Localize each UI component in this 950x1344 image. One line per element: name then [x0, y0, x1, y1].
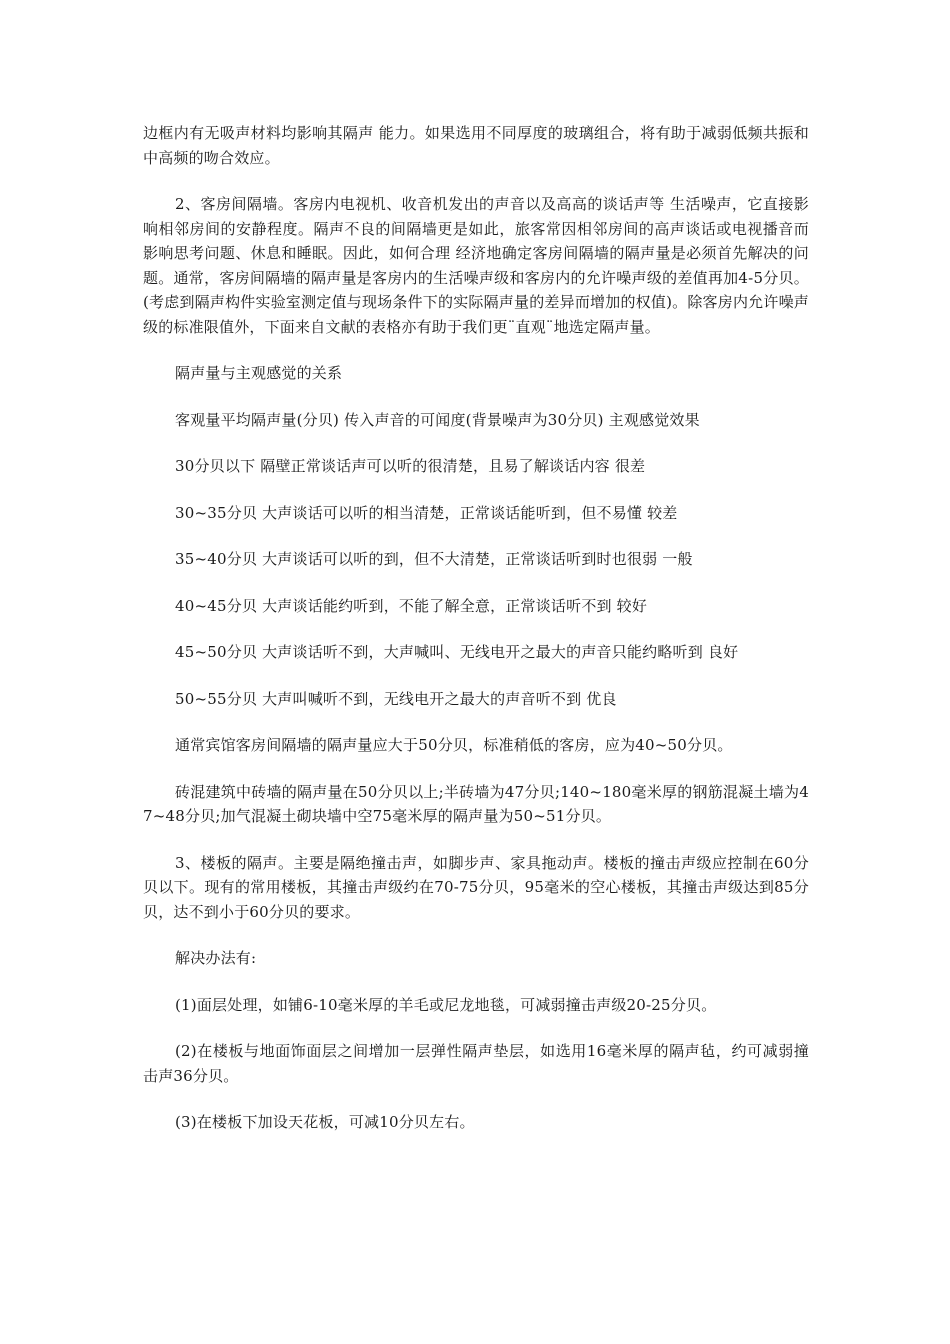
table-header-row: 客观量平均隔声量(分贝) 传入声音的可闻度(背景噪声为30分贝) 主观感觉效果: [175, 410, 700, 429]
solutions-heading: 解决办法有:: [175, 949, 257, 967]
table-title: 隔声量与主观感觉的关系: [175, 364, 343, 382]
paragraph-brick-wall: 砖混建筑中砖墙的隔声量在50分贝以上;半砖墙为47分贝;140~180毫米厚的钢筋混凝土墙为47~48分贝;加气混凝土砌块墙中空75毫米厚的隔声量为50~51分贝。: [143, 782, 809, 825]
table-row: 50~55分贝 大声叫喊听不到，无线电开之最大的声音听不到 优良: [175, 689, 617, 708]
table-row: 35~40分贝 大声谈话可以听的到，但不大清楚，正常谈话听到时也很弱 一般: [175, 550, 693, 568]
paragraph-floor-insulation: 3、楼板的隔声。主要是隔绝撞击声，如脚步声、家具拖动声。楼板的撞击声级应控制在60分贝以下。现有的常用楼板，其撞击声级约在70-75分贝，95毫米的空心楼板，其撞击声级达到85分贝，达不到小于60分贝的要求。: [143, 853, 809, 921]
solution-item: (2)在楼板与地面饰面层之间增加一层弹性隔声垫层，如选用16毫米厚的隔声毡，约可减弱撞击声36分贝。: [143, 1042, 809, 1085]
solution-item: (1)面层处理，如铺6-10毫米厚的羊毛或尼龙地毯，可减弱撞击声级20-25分贝。: [175, 995, 717, 1014]
paragraph-hotel-standard: 通常宾馆客房间隔墙的隔声量应大于50分贝，标准稍低的客房，应为40~50分贝。: [175, 736, 733, 754]
table-row: 45~50分贝 大声谈话听不到，大声喊叫、无线电开之最大的声音只能约略听到 良好: [175, 643, 739, 661]
paragraph-glass-frame: 边框内有无吸声材料均影响其隔声 能力。如果选用不同厚度的玻璃组合，将有助于减弱低频共振和中高频的吻合效应。: [143, 124, 809, 167]
document-page: [143, 121, 809, 1135]
solution-item: (3)在楼板下加设天花板，可减10分贝左右。: [175, 1113, 475, 1131]
paragraph-partition-wall: 2、客房间隔墙。客房内电视机、收音机发出的声音以及高高的谈话声等 生活噪声，它直接影响相邻房间的安静程度。隔声不良的间隔墙更是如此，旅客常因相邻房间的高声谈话或电视播音而影响思考问题、休息和睡眠。因此，如何合理 经济地确定客房间隔墙的隔声量是必须首先解决的问题。通常，客房间隔墙的隔声量是客房内的生活噪声级和客房内的允许噪声级的差值再加4-5分贝。(考虑到隔声构件实验室测定值与现场条件下的实际隔声量的差异而增加的权值)。除客房内允许噪声级的标准限值外，下面来自文献的表格亦有助于我们更¨直观¨地选定隔声量。: [143, 195, 809, 336]
table-row: 40~45分贝 大声谈话能约听到，不能了解全意，正常谈话听不到 较好: [175, 596, 648, 615]
table-row: 30~35分贝 大声谈话可以听的相当清楚，正常谈话能听到，但不易懂 较差: [175, 503, 678, 522]
table-row: 30分贝以下 隔壁正常谈话声可以听的很清楚，且易了解谈话内容 很差: [175, 457, 646, 475]
